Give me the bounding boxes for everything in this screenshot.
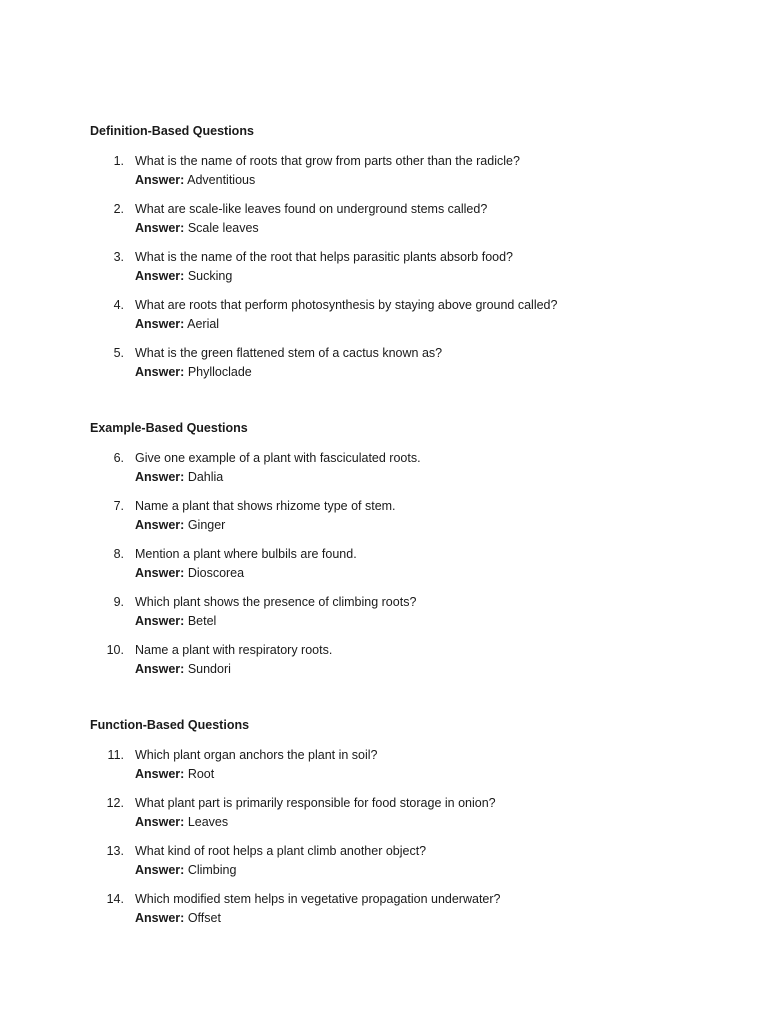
question-item bbox=[90, 344, 768, 382]
question-number: 14. bbox=[106, 892, 124, 906]
answer-text: Leaves bbox=[187, 815, 229, 829]
answer-line bbox=[135, 363, 768, 382]
answer-text: Scale leaves bbox=[187, 221, 259, 235]
question-text: Which plant organ anchors the plant in soil? bbox=[135, 748, 378, 762]
answer-line bbox=[135, 219, 768, 238]
question-text: What is the green flattened stem of a cactus known as? bbox=[135, 346, 443, 360]
answer-text: Aerial bbox=[187, 317, 220, 331]
question-text: What kind of root helps a plant climb another object? bbox=[135, 844, 427, 858]
question-number: 7. bbox=[113, 499, 124, 513]
question-item bbox=[90, 248, 768, 286]
question-item bbox=[90, 794, 768, 832]
answer-label: Answer: bbox=[135, 614, 185, 628]
question-text: What is the name of the root that helps parasitic plants absorb food? bbox=[135, 250, 513, 264]
question-item bbox=[90, 449, 768, 487]
answer-line bbox=[135, 171, 768, 190]
question-number: 2. bbox=[113, 202, 124, 216]
question-number: 12. bbox=[106, 796, 124, 810]
answer-label: Answer: bbox=[135, 317, 185, 331]
question-list bbox=[90, 746, 768, 928]
answer-line bbox=[135, 909, 768, 928]
answer-text: Offset bbox=[187, 911, 221, 925]
question-item bbox=[90, 200, 768, 238]
answer-label: Answer: bbox=[135, 518, 185, 532]
answer-label: Answer: bbox=[135, 815, 185, 829]
answer-line bbox=[135, 564, 768, 583]
question-item bbox=[90, 746, 768, 784]
answer-label: Answer: bbox=[135, 221, 185, 235]
question-list bbox=[90, 152, 768, 382]
answer-text: Ginger bbox=[187, 518, 226, 532]
question-number: 10. bbox=[106, 643, 124, 657]
answer-line bbox=[135, 315, 768, 334]
section-definition-based bbox=[90, 123, 768, 382]
answer-line bbox=[135, 516, 768, 535]
answer-line bbox=[135, 765, 768, 784]
question-item bbox=[90, 296, 768, 334]
answer-text: Sucking bbox=[187, 269, 233, 283]
question-text: What are scale-like leaves found on underground stems called? bbox=[135, 202, 488, 216]
answer-label: Answer: bbox=[135, 767, 185, 781]
answer-text: Adventitious bbox=[187, 173, 256, 187]
section-function-based bbox=[90, 717, 768, 928]
question-text: Which modified stem helps in vegetative propagation underwater? bbox=[135, 892, 501, 906]
question-item bbox=[90, 593, 768, 631]
answer-label: Answer: bbox=[135, 470, 185, 484]
answer-text: Betel bbox=[187, 614, 217, 628]
question-number: 3. bbox=[113, 250, 124, 264]
section-title: Definition-Based Questions bbox=[90, 124, 254, 138]
question-text: Which plant shows the presence of climbing roots? bbox=[135, 595, 417, 609]
question-item bbox=[90, 497, 768, 535]
section-title: Example-Based Questions bbox=[90, 421, 248, 435]
question-text: Give one example of a plant with fasciculated roots. bbox=[135, 451, 421, 465]
question-number: 13. bbox=[106, 844, 124, 858]
answer-label: Answer: bbox=[135, 662, 185, 676]
question-number: 8. bbox=[113, 547, 124, 561]
question-text: Name a plant that shows rhizome type of stem. bbox=[135, 499, 396, 513]
question-number: 4. bbox=[113, 298, 124, 312]
answer-text: Dahlia bbox=[187, 470, 224, 484]
section-example-based bbox=[90, 420, 768, 679]
answer-label: Answer: bbox=[135, 911, 185, 925]
question-text: What is the name of roots that grow from parts other than the radicle? bbox=[135, 154, 520, 168]
question-item bbox=[90, 890, 768, 928]
question-text: What plant part is primarily responsible for food storage in onion? bbox=[135, 796, 496, 810]
answer-line bbox=[135, 660, 768, 679]
section-title: Function-Based Questions bbox=[90, 718, 250, 732]
answer-label: Answer: bbox=[135, 173, 185, 187]
answer-text: Dioscorea bbox=[187, 566, 245, 580]
question-text: Name a plant with respiratory roots. bbox=[135, 643, 333, 657]
answer-label: Answer: bbox=[135, 269, 185, 283]
question-number: 9. bbox=[113, 595, 124, 609]
answer-text: Sundori bbox=[187, 662, 231, 676]
answer-label: Answer: bbox=[135, 566, 185, 580]
question-text: What are roots that perform photosynthesis by staying above ground called? bbox=[135, 298, 558, 312]
answer-text: Root bbox=[187, 767, 215, 781]
answer-label: Answer: bbox=[135, 863, 185, 877]
question-item bbox=[90, 152, 768, 190]
answer-line bbox=[135, 813, 768, 832]
question-number: 1. bbox=[113, 154, 124, 168]
question-number: 5. bbox=[113, 346, 124, 360]
answer-text: Climbing bbox=[187, 863, 237, 877]
answer-line bbox=[135, 267, 768, 286]
answer-line bbox=[135, 468, 768, 487]
question-item bbox=[90, 842, 768, 880]
question-list bbox=[90, 449, 768, 679]
question-number: 11. bbox=[107, 748, 124, 762]
question-text: Mention a plant where bulbils are found. bbox=[135, 547, 357, 561]
question-item bbox=[90, 641, 768, 679]
answer-text: Phylloclade bbox=[187, 365, 252, 379]
question-number: 6. bbox=[113, 451, 124, 465]
answer-line bbox=[135, 612, 768, 631]
answer-label: Answer: bbox=[135, 365, 185, 379]
question-item bbox=[90, 545, 768, 583]
answer-line bbox=[135, 861, 768, 880]
